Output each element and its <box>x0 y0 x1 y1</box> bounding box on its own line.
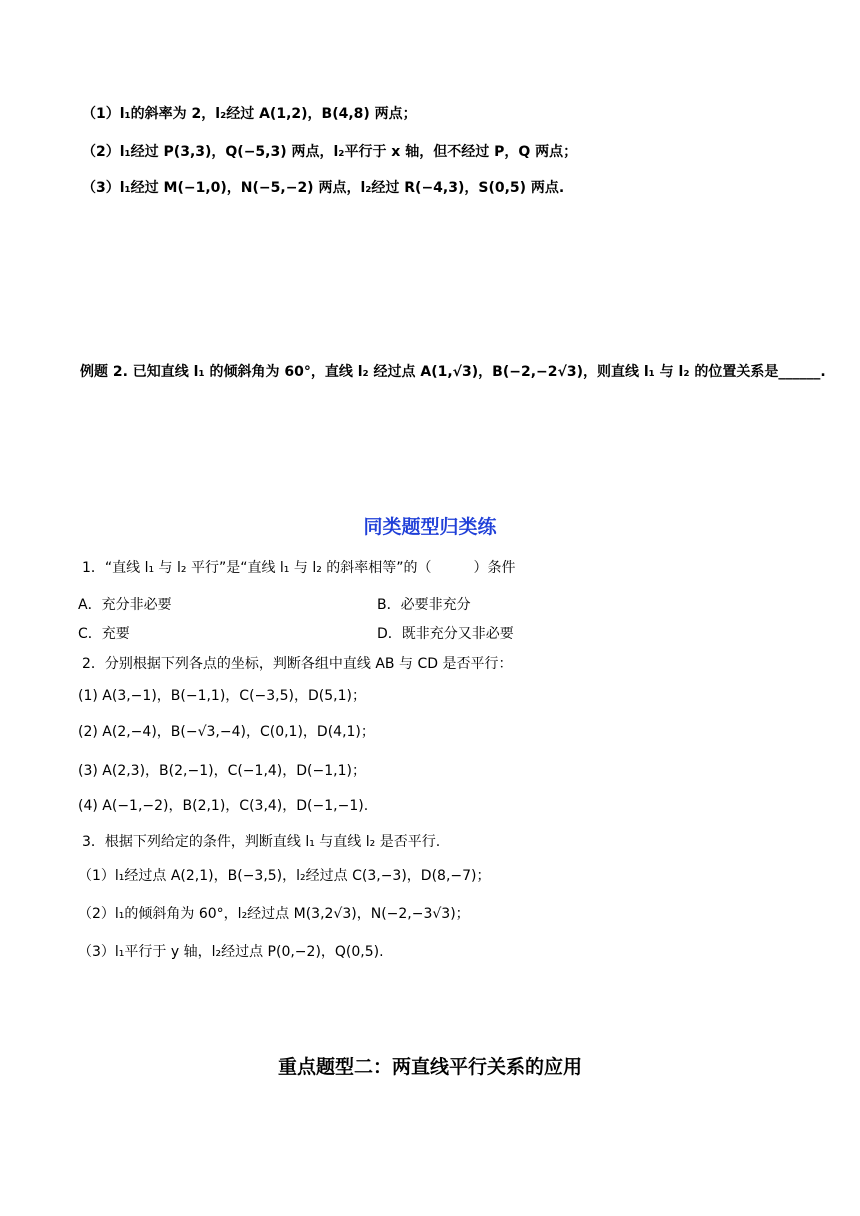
q2-item-1: (1) A(3,−1)，B(−1,1)，C(−3,5)，D(5,1)； <box>78 688 366 704</box>
practice-section-title: 同类题型归类练 <box>363 516 497 538</box>
section-2-title: 重点题型二：两直线平行关系的应用 <box>277 1056 582 1078</box>
example-2: 例题 2. 已知直线 l₁ 的倾斜角为 60°，直线 l₂ 经过点 A(1,√3)，B(−2,−2√3)，则直线 l₁ 与 l₂ 的位置关系是______. <box>80 364 826 380</box>
q2-stem: 2．分别根据下列各点的坐标，判断各组中直线 AB 与 CD 是否平行： <box>82 656 513 672</box>
q3-stem: 3．根据下列给定的条件，判断直线 l₁ 与直线 l₂ 是否平行. <box>82 834 441 850</box>
part1-item-1: （1）l₁的斜率为 2，l₂经过 A(1,2)，B(4,8) 两点； <box>82 106 417 122</box>
q3-item-3: （3）l₁平行于 y 轴，l₂经过点 P(0,−2)，Q(0,5). <box>78 944 384 960</box>
part1-item-2: （2）l₁经过 P(3,3)，Q(−5,3) 两点，l₂平行于 x 轴，但不经过 P，Q 两点； <box>82 144 578 160</box>
q3-item-1: （1）l₁经过点 A(2,1)，B(−3,5)，l₂经过点 C(3,−3)，D(8,−7)； <box>78 868 491 884</box>
q1-option-a: A．充分非必要 <box>78 597 172 613</box>
q1-option-c: C．充要 <box>78 626 130 642</box>
q1-stem: 1．“直线 l₁ 与 l₂ 平行”是“直线 l₁ 与 l₂ 的斜率相等”的（ ）条件 <box>82 560 516 576</box>
q1-option-b: B．必要非充分 <box>377 597 471 613</box>
q1-option-d: D．既非充分又非必要 <box>377 626 514 642</box>
q3-item-2: （2）l₁的倾斜角为 60°，l₂经过点 M(3,2√3)，N(−2,−3√3)； <box>78 906 470 922</box>
q2-item-4: (4) A(−1,−2)，B(2,1)，C(3,4)，D(−1,−1). <box>78 798 369 814</box>
q2-item-3: (3) A(2,3)，B(2,−1)，C(−1,4)，D(−1,1)； <box>78 763 366 779</box>
part1-item-3: （3）l₁经过 M(−1,0)，N(−5,−2) 两点，l₂经过 R(−4,3)，S(0,5) 两点. <box>82 180 565 196</box>
q2-item-2: (2) A(2,−4)，B(−√3,−4)，C(0,1)，D(4,1)； <box>78 724 375 740</box>
